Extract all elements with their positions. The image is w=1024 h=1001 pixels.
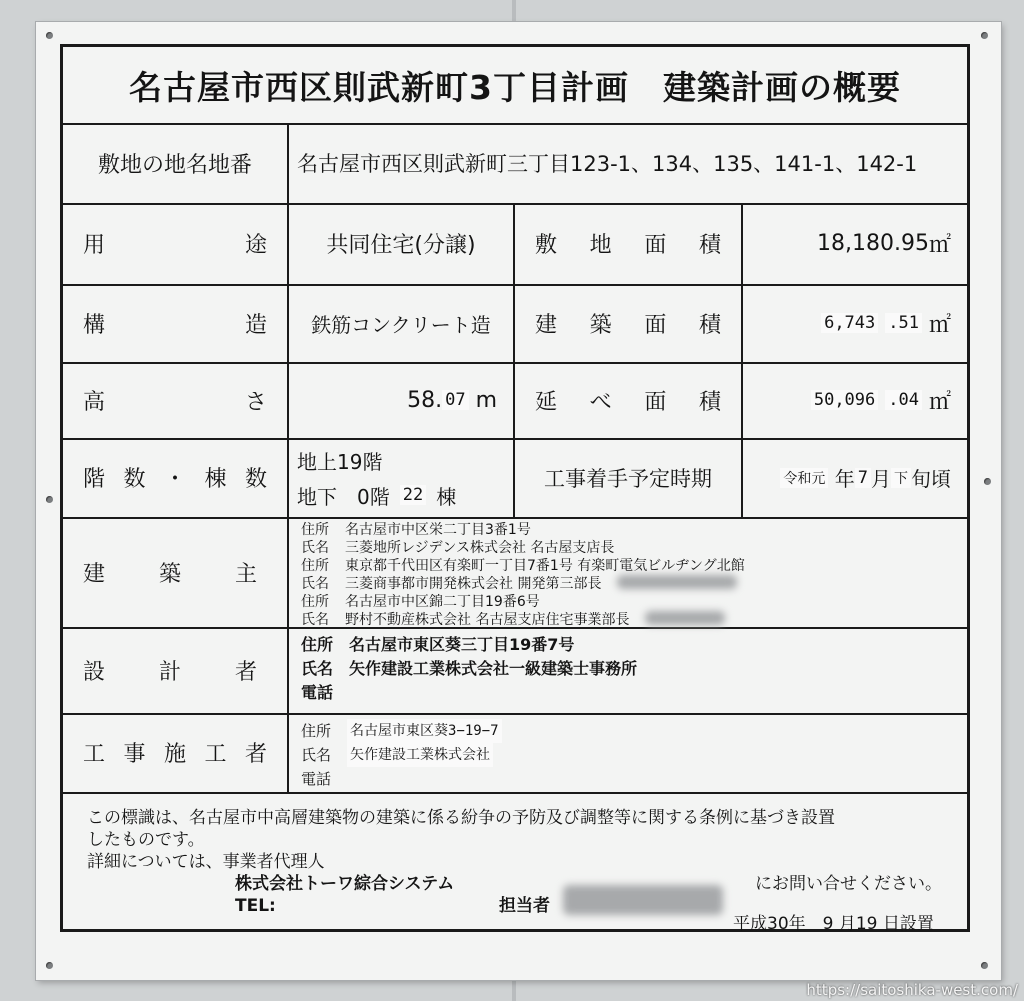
building-area-value: 6,743 .51 ㎡ <box>743 284 967 362</box>
floors-label: 階 数 ・ 棟 数 <box>83 467 267 492</box>
use-value: 共同住宅(分譲) <box>326 233 476 258</box>
watermark: https://saitoshika-west.com/ <box>806 981 1018 999</box>
start-label: 工事着手予定時期 <box>544 466 712 491</box>
sign-board <box>36 22 1001 980</box>
total-floor-area-value: 50,096 .04 ㎡ <box>743 362 967 438</box>
site-area-value: 18,180.95 ㎡ <box>817 231 951 258</box>
sign-frame <box>60 44 970 932</box>
site-address-value: 名古屋市西区則武新町三丁目123-1、134、135、141-1、142-1 <box>297 152 918 176</box>
agent-tel-label: TEL: <box>235 896 276 916</box>
agent-name: 株式会社トーワ綜合システム <box>235 874 455 894</box>
notice-line: 詳細については、事業者代理人 <box>87 852 325 872</box>
screw <box>46 32 53 39</box>
site-address-label: 敷地の地名地番 <box>97 152 252 178</box>
inquiry-text: にお問い合せください。 <box>755 874 942 894</box>
screw <box>46 962 53 969</box>
owner-line: 氏名 野村不動産株式会社 名古屋支店住宅事業部長 <box>301 611 745 629</box>
sign-title: 名古屋市西区則武新町3丁目計画 建築計画の概要 <box>63 47 967 125</box>
designer-details: 住所 名古屋市東区葵三丁目19番7号 氏名 矢作建設工業株式会社一級建築士事務所 電話 <box>301 635 638 702</box>
designer-label: 設 計 者 <box>83 659 257 685</box>
staff-label: 担当者 <box>499 896 550 916</box>
owner-line: 住所 名古屋市中区栄二丁目3番1号 <box>301 522 531 538</box>
owner-line: 氏名 三菱地所レジデンス株式会社 名古屋支店長 <box>301 540 615 556</box>
start-value: 令和元 年 7 月 下 旬頃 <box>743 438 967 517</box>
redaction-blur <box>563 885 723 915</box>
structure-label: 構 造 <box>83 312 267 338</box>
notice-line: したものです。 <box>87 830 205 850</box>
floors-value: 地上19階 地下 0階 22 棟 <box>297 449 457 509</box>
owner-details <box>301 521 745 629</box>
building-area-label: 建 築 面 積 <box>535 312 721 338</box>
screw <box>984 478 991 485</box>
contractor-label: 工 事 施 工 者 <box>83 742 267 767</box>
site-area-label: 敷 地 面 積 <box>535 233 721 258</box>
use-label: 用 途 <box>83 233 267 258</box>
redaction-blur <box>645 611 725 625</box>
owner-label: 建 築 主 <box>83 561 257 587</box>
installation-date: 平成30年 9 月19 日設置 <box>733 914 934 934</box>
contractor-details: 住所 名古屋市東区葵3−19−7 氏名 矢作建設工業株式会社 電話 <box>301 719 502 791</box>
owner-line: 住所 名古屋市中区錦二丁目19番6号 <box>301 594 540 610</box>
owner-line: 氏名 三菱商事都市開発株式会社 開発第三部長 <box>301 575 745 593</box>
height-label: 高 さ <box>83 389 267 415</box>
structure-value: 鉄筋コンクリート造 <box>311 312 491 337</box>
notice-line: この標識は、名古屋市中高層建築物の建築に係る紛争の予防及び調整等に関する条例に基づき設置 <box>87 808 835 828</box>
total-floor-area-label: 延 べ 面 積 <box>535 389 721 415</box>
screw <box>46 496 53 503</box>
screw <box>981 32 988 39</box>
owner-line: 住所 東京都千代田区有楽町一丁目7番1号 有楽町電気ビルヂング北館 <box>301 558 745 574</box>
redaction-blur <box>617 575 737 589</box>
screw <box>981 962 988 969</box>
height-value: 58. 07 m <box>407 387 497 413</box>
row-divider <box>63 792 967 794</box>
